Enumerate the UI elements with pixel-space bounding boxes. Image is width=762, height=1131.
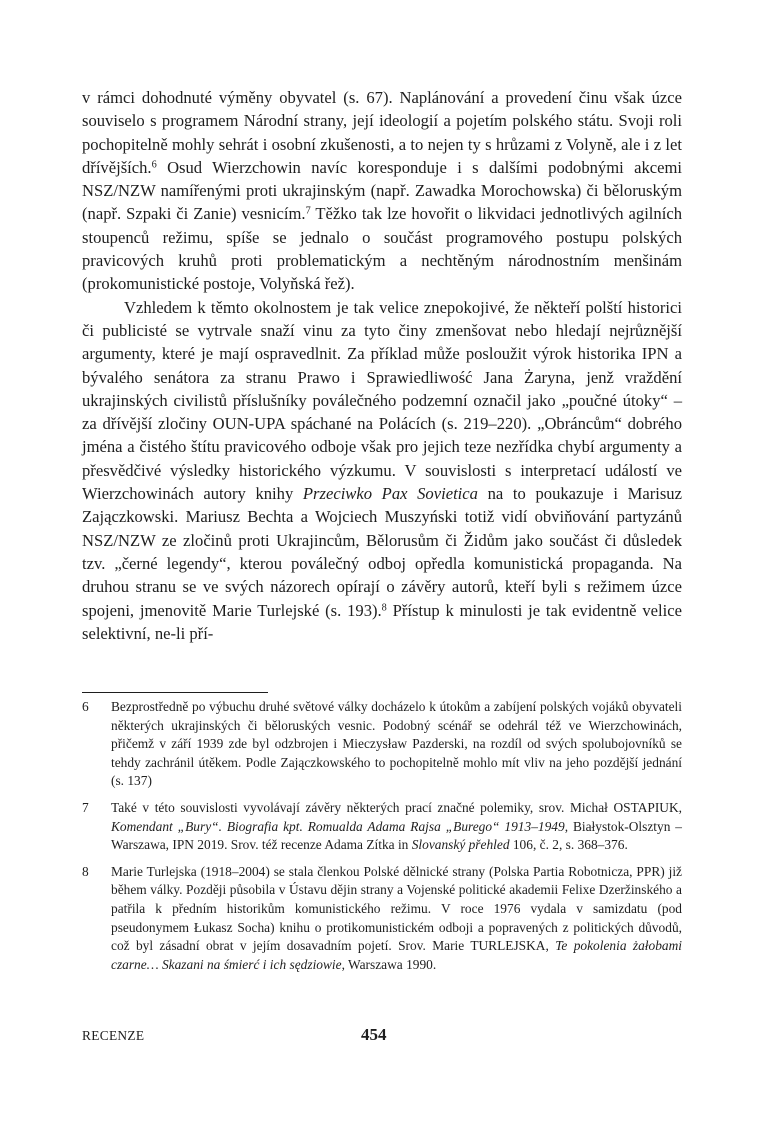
footnote-number: 8	[82, 863, 89, 879]
footnote-ref-8[interactable]: 8	[381, 601, 387, 613]
section-label: RECENZE	[82, 1028, 145, 1043]
footnote-ref-7[interactable]: 7	[305, 205, 311, 217]
paragraph-1: v rámci dohodnuté výměny obyvatel (s. 67). Naplánování a provedení činu však úzce souviselo s programem Národní strany, její ideologií a pojetím polského státu. Svoji roli pochopitelně mohly sehrát i osobní zkušenosti, a to nejen ty s hrůzami z Volyně, ale i z let dřívějších.$^6$ Osud Wierzchowin navíc koresponduje i s dalšími podobnými akcemi NSZ/NZW namířenými proti ukrajinským (např. Zawadka Morochowska) či běloruským (např. Szpaki či Zanie) vesnicím.$^7$ Těžko tak lze hovořit o likvidaci jednotlivých agilních stoupenců režimu, spíše se jednalo o součást programového postupu polských pravicových kruhů proti problematickým a nechtěným národnostním menšinám (prokomunistické postoje, Volyňská řež).	[82, 88, 682, 294]
footnote-6	[82, 698, 682, 791]
footnote-separator	[82, 692, 268, 693]
paragraph-2: Vzhledem k těmto okolnostem je tak velice znepokojivé, že někteří polští historici či publicisté se vytrvale snaží vinu za tyto činy zmenšovat nebo hledají nejrůznější argumenty, které je mají ospravedlnit. Za příklad může posloužit výrok historika IPN a bývalého senátora za stranu Prawo i Sprawiedliwość Jana Żaryna, jenž vraždění ukrajinských civilistů příslušníky poválečného podzemní označil jako „poučné útoky“ – za dřívější zločiny OUN-UPA spáchané na Polácích (s. 219–220). „Obráncům“ dobrého jména a čistého štítu pravicového odboje však pro jejich teze nezřídka chybí argumenty a přesvědčivé výsledky historického výzkumu. V souvislosti s interpretací událostí ve Wierzchowinách autory knihy Przeciwko Pax Sovietica na to poukazuje i Marisuz Zajączkowski. Mariusz Bechta a Wojciech Muszyński totiž vidí obviňování partyzánů NSZ/NZW ze zločinů proti Ukrajincům, Bělorusům či Židům jako součást či důsledek tzv. „černé legendy“, kterou poválečný odboj opředla komunistická propaganda. Na druhou stranu se ve svých názorech opírají o závěry autorů, kteří byli s režimem úzce spojeni, jmenovitě Marie Turlejské (s. 193).$^8$ Přístup k minulosti je tak evidentně velice selektivní, ne-li pří-	[82, 297, 682, 643]
footnote-text: Bezprostředně po výbuchu druhé světové války docházelo k útokům a zabíjení polských vojáků obyvateli některých ukrajinských či běloruských vesnic. Podobný scénář se odehrál též ve Wierzchowinách, přičemž v září 1939 zde byl odzbrojen i Mieczysław Pazderski, na rozdíl od svých spolubojovníků se tehdy zachránil útěkem. Podle Zajączkowského to pochopitelně mohlo mít vliv na jeho pozdější jednání (s. 137)	[111, 699, 682, 789]
book-title-italic: Przeciwko Pax Sovietica	[302, 484, 478, 504]
page-number: 454	[361, 1025, 387, 1044]
footnotes	[82, 698, 682, 982]
footnote-number: 7	[82, 799, 89, 815]
footnote-number: 6	[82, 699, 89, 714]
footnote-8	[82, 863, 682, 975]
footnote-ref-6[interactable]: 6	[151, 159, 157, 171]
footnote-text: Marie Turlejska (1918–2004) se stala členkou Polské dělnické strany (Polska Partia Robotnicza, PPR) již během války. Později působila v Ústavu dějin strany a Vojenské politické akademii Felixe Dzeržinského a patřila k předním historikům komunistického režimu. V roce 1976 vydala v samizdatu (pod pseudonymem Łukasz Socha) knihu o protikomunistickém odboji a popravených z politických důvodů, což byl zásadní obrat v jejím dosavadním pojetí. Srov. Marie TURLEJSKA, Te pokolenia żałobami czarne… Skazani na śmierć i ich sędziowie, Warszawa 1990.	[111, 863, 682, 972]
footnote-7	[82, 799, 682, 855]
main-text	[82, 86, 682, 645]
footnote-text: Také v této souvislosti vyvolávají závěry některých prací značné polemiky, srov. Michał OSTAPIUK, Komendant „Bury“. Biografia kpt. Romualda Adama Rajsa „Burego“ 1913–1949, Białystok-Olsztyn – Warszawa, IPN 2019. Srov. též recenze Adama Zítka in Slovanský přehled 106, č. 2, s. 368–376.	[111, 799, 683, 853]
